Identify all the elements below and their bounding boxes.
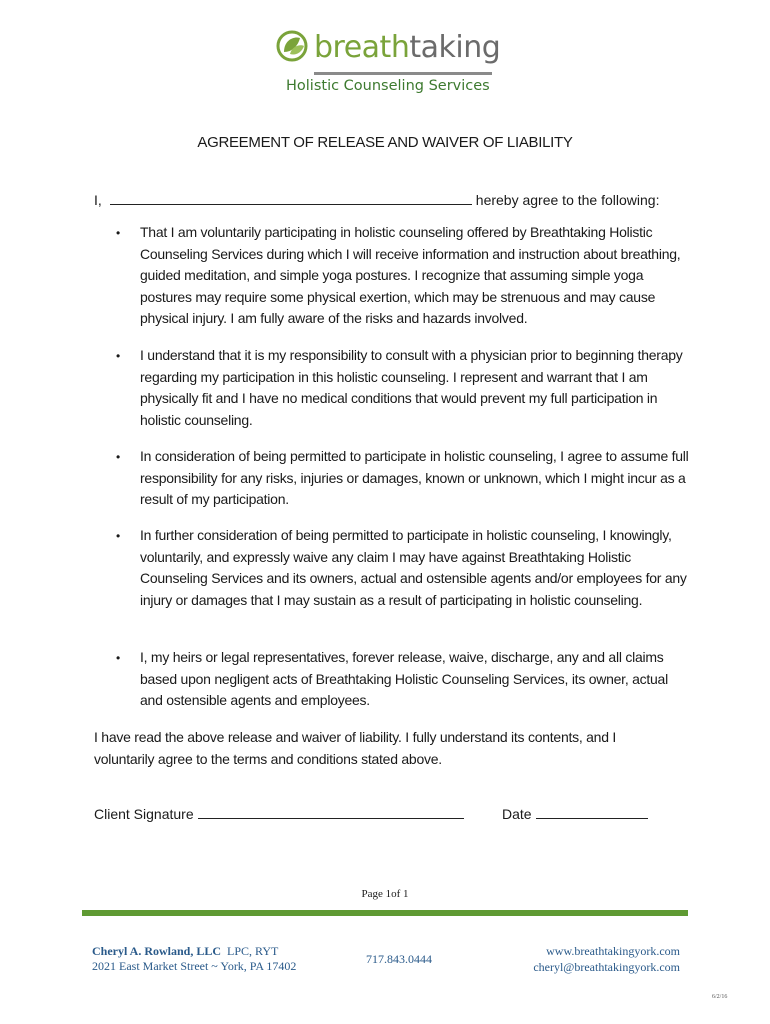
footer-name: Cheryl A. Rowland, LLC [92, 944, 222, 958]
client-signature-field[interactable] [94, 806, 464, 822]
footer-address: 2021 East Market Street ~ York, PA 17402 [92, 959, 297, 973]
intro-suffix: hereby agree to the following: [475, 192, 660, 208]
bullet-text: In further consideration of being permitted to participate in holistic counseling, I knowingly, voluntarily, and expressly waive any claim I may have against Breathtaking Holistic Counseling Services and its owners, actual and ostensible agents and/or employees for any injury or damages that I may sustain as a result of participating in holistic counseling. [140, 527, 687, 608]
intro-prefix: I, [94, 192, 102, 208]
logo-tagline: Holistic Counseling Services [286, 78, 490, 94]
bullet-marker: • [116, 226, 121, 240]
footer-phone: 717.843.0444 [366, 952, 432, 966]
closing-statement: I have read the above release and waiver of liability. I fully understand its contents, and I voluntarily agree to the terms and conditions stated above. [94, 729, 617, 767]
footer-credentials: LPC, RYT [227, 944, 279, 958]
bullet-text: I, my heirs or legal representatives, forever release, waive, discharge, any and all claims based upon negligent acts of Breathtaking Holistic Counseling Services, its owner, actual and ostensible agents and employees. [140, 649, 668, 708]
footer-contact-right [500, 943, 680, 975]
logo-wordmark [314, 30, 500, 65]
client-signature-label: Client Signature [94, 806, 194, 822]
bullet-marker: • [116, 450, 121, 464]
name-blank-line [110, 192, 472, 205]
footer-website[interactable]: www.breathtakingyork.com [546, 944, 680, 958]
date-line[interactable] [536, 806, 648, 819]
footer-divider [82, 910, 688, 916]
leaf-logo-icon [274, 28, 314, 72]
revision-date: 6/2/16 [712, 994, 728, 1000]
date-field[interactable] [502, 806, 648, 822]
date-label: Date [502, 806, 532, 822]
bullet-text: In consideration of being permitted to participate in holistic counseling, I agree to assume full responsibility for any risks, injuries or damages, known or unknown, which I might incur as a result of my participation. [140, 448, 689, 507]
company-logo [274, 28, 504, 102]
logo-word-part1: breath [314, 30, 410, 65]
client-signature-line[interactable] [198, 806, 464, 819]
bullet-marker: • [116, 529, 121, 543]
bullet-marker: • [116, 349, 121, 363]
bullet-text: That I am voluntarily participating in holistic counseling offered by Breathtaking Holistic Counseling Services during which I will receive information and instruction about breathing, guided meditation, and simple yoga postures. I recognize that assuming simple yoga postures may require some physical exertion, which may be strenuous and may cause physical injury. I am fully aware of the risks and hazards involved. [140, 224, 681, 326]
bullet-text: I understand that it is my responsibility to consult with a physician prior to beginning therapy regarding my participation in this holistic counseling. I represent and warrant that I am physically fit and I have no medical conditions that would prevent my full participation in holistic counseling. [140, 347, 683, 428]
intro-line [94, 192, 659, 208]
document-title: AGREEMENT OF RELEASE AND WAIVER OF LIABILITY [197, 134, 573, 151]
logo-underline [314, 72, 492, 75]
footer-email[interactable]: cheryl@breathtakingyork.com [533, 960, 680, 974]
footer-contact-left [92, 944, 296, 974]
logo-word-part2: taking [409, 30, 501, 65]
bullet-marker: • [116, 651, 121, 665]
page-number: Page 1of 1 [361, 888, 409, 900]
